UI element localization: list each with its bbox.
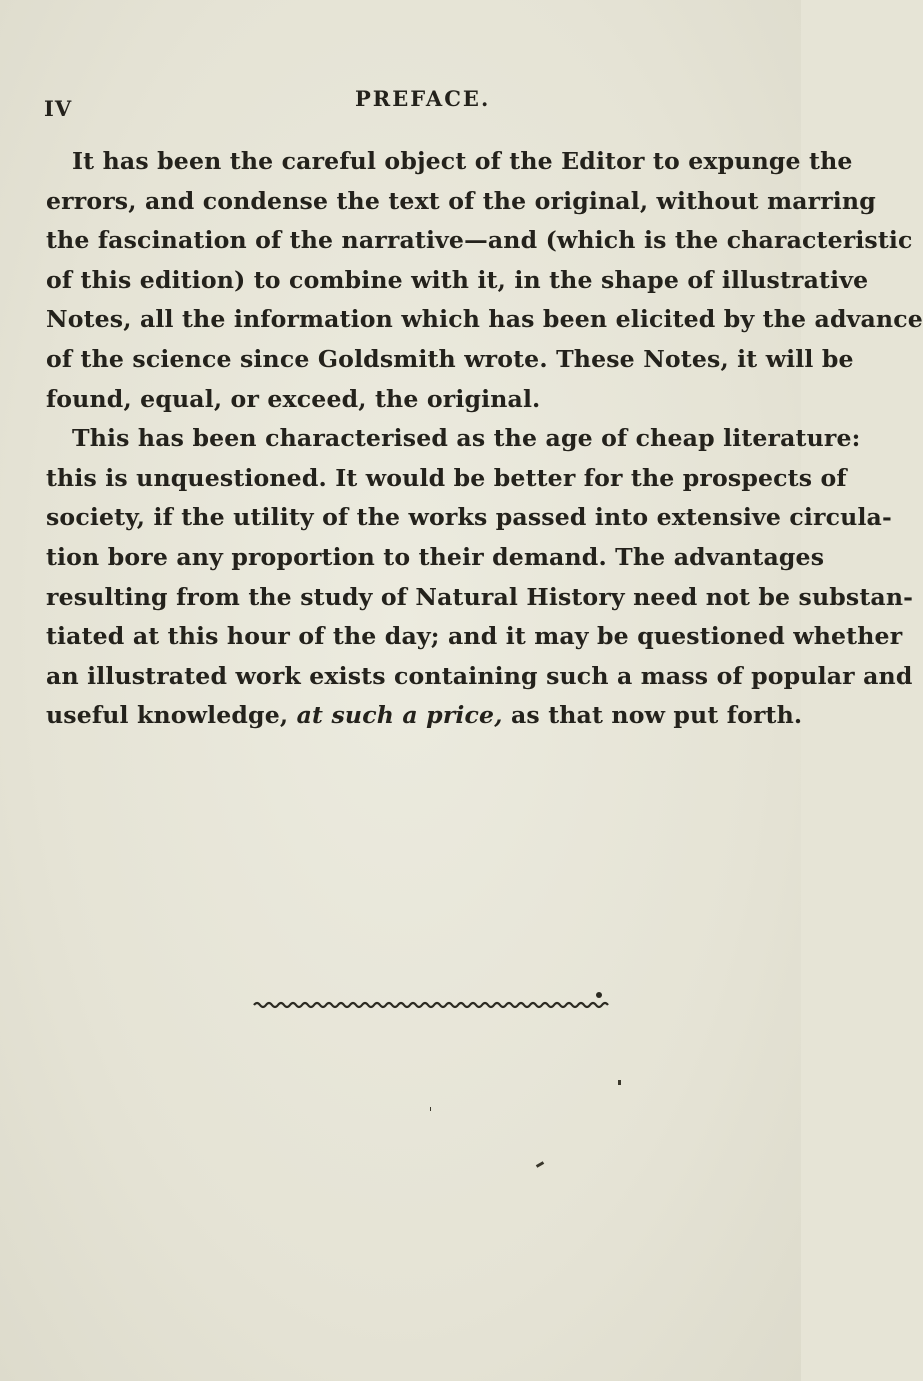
- running-head: [0, 86, 801, 122]
- text-line: errors, and condense the text of the original, without marring: [46, 186, 876, 215]
- text-line: of this edition) to combine with it, in the shape of illustrative: [46, 265, 869, 294]
- text-line: tion bore any proportion to their demand. The advantages: [46, 542, 825, 571]
- text-line: found, equal, or exceed, the original.: [46, 384, 541, 413]
- print-speck: [536, 1161, 544, 1168]
- text-line: This has been characterised as the age of cheap literature:: [72, 424, 861, 453]
- text-fragment: useful knowledge,: [46, 701, 289, 730]
- preface-text: [46, 142, 923, 736]
- text-line: of the science since Goldsmith wrote. These Notes, it will be: [46, 344, 854, 373]
- text-line: the fascination of the narrative—and (which is the characteristic: [46, 226, 913, 255]
- print-speck: [618, 1080, 621, 1085]
- text-line: resulting from the study of Natural History need not be substan-: [46, 582, 914, 611]
- text-line: society, if the utility of the works passed into extensive circula-: [46, 503, 892, 532]
- page-number: IV: [44, 96, 73, 121]
- text-line: tiated at this hour of the day; and it may be questioned whether: [46, 622, 903, 651]
- text-fragment: as that now put forth.: [510, 701, 803, 730]
- ornament-dot: [596, 992, 602, 998]
- text-line: an illustrated work exists containing such a mass of popular and: [46, 661, 913, 690]
- text-line: Notes, all the information which has been elicited by the advance: [46, 305, 923, 334]
- wavy-rule-ornament: [254, 1000, 608, 1010]
- text-line: this is unquestioned. It would be better for the prospects of: [46, 463, 847, 492]
- text-line: It has been the careful object of the Editor to expunge the: [72, 147, 853, 175]
- italic-emphasis: at such a price,: [296, 701, 503, 730]
- text-line-final: [46, 696, 803, 736]
- print-speck: [430, 1107, 431, 1111]
- running-title: PREFACE.: [355, 86, 491, 111]
